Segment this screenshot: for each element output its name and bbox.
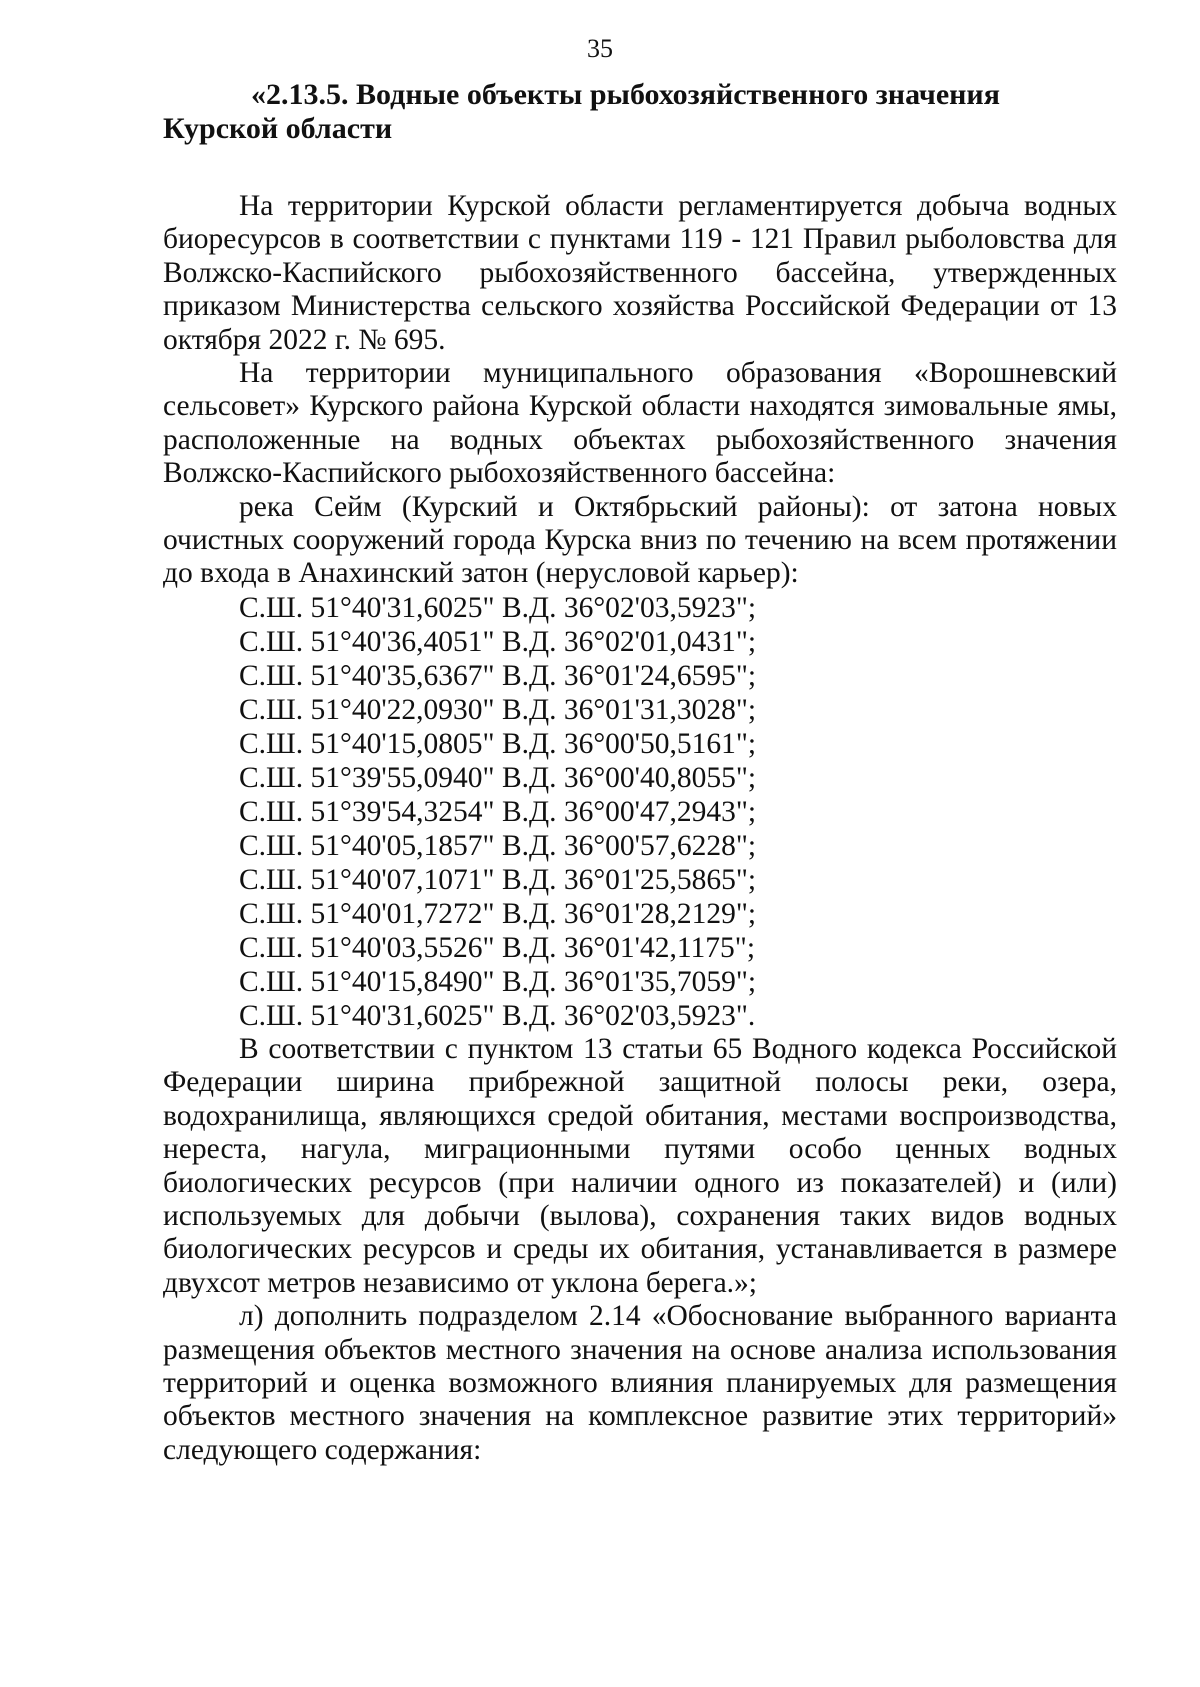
paragraph-wintering-pits: На территории муниципального образования «Ворошневский сельсовет» Курского района Курской области находятся зимовальные ямы, расположенные на водных объектах рыбохозяйственного значения Волжско-Каспийского рыбохозяйственного бассейна: xyxy=(163,357,1117,490)
coordinate-item: С.Ш. 51°40'22,0930" В.Д. 36°01'31,3028"; xyxy=(239,693,757,726)
coordinate-item: С.Ш. 51°40'01,7272" В.Д. 36°01'28,2129"; xyxy=(239,897,757,930)
paragraph-river-seim: река Сейм (Курский и Октябрьский районы): от затона новых очистных сооружений города Курска вниз по течению на всем протяжении до входа в Анахинский затон (нерусловой карьер): xyxy=(163,490,1117,590)
coordinate-item: С.Ш. 51°40'31,6025" В.Д. 36°02'03,5923". xyxy=(239,999,756,1032)
coordinate-item: С.Ш. 51°39'54,3254" В.Д. 36°00'47,2943"; xyxy=(239,795,757,828)
coordinate-item: С.Ш. 51°39'55,0940" В.Д. 36°00'40,8055"; xyxy=(239,761,757,794)
coordinate-item: С.Ш. 51°40'15,0805" В.Д. 36°00'50,5161"; xyxy=(239,727,757,760)
coordinate-item: С.Ш. 51°40'35,6367" В.Д. 36°01'24,6595"; xyxy=(239,659,757,692)
paragraph-regulation: На территории Курской области регламентируется добыча водных биоресурсов в соответствии с пунктами 119 - 121 Правил рыболовства для Волжско-Каспийского рыбохозяйственного бассейна, утвержденных приказом Министерства сельского хозяйства Российской Федерации от 13 октября 2022 г. № 695. xyxy=(163,190,1117,356)
coordinates-list xyxy=(163,591,1117,1033)
document-body xyxy=(163,78,1117,1467)
coordinate-item: С.Ш. 51°40'03,5526" В.Д. 36°01'42,1175"; xyxy=(239,931,756,964)
coordinate-item: С.Ш. 51°40'31,6025" В.Д. 36°02'03,5923"; xyxy=(239,591,757,624)
coordinate-item: С.Ш. 51°40'05,1857" В.Д. 36°00'57,6228"; xyxy=(239,829,757,862)
coordinate-item: С.Ш. 51°40'15,8490" В.Д. 36°01'35,7059"; xyxy=(239,965,757,998)
coordinate-item: С.Ш. 51°40'07,1071" В.Д. 36°01'25,5865"; xyxy=(239,863,757,896)
section-heading: «2.13.5. Водные объекты рыбохозяйственного значения Курской области xyxy=(163,78,1000,145)
page-number: 35 xyxy=(587,34,613,63)
coordinate-item: С.Ш. 51°40'36,4051" В.Д. 36°02'01,0431"; xyxy=(239,625,757,658)
paragraph-amendment: л) дополнить подразделом 2.14 «Обоснование выбранного варианта размещения объектов местного значения на основе анализа использования территорий и оценка возможного влияния планируемых для размещения объектов местного значения на комплексное развитие этих территорий» следующего содержания: xyxy=(163,1300,1117,1466)
paragraph-water-code: В соответствии с пунктом 13 статьи 65 Водного кодекса Российской Федерации ширина прибрежной защитной полосы реки, озера, водохранилища, являющихся средой обитания, местами воспроизводства, нереста, нагула, миграционными путями особо ценных водных биологических ресурсов (при наличии одного из показателей) и (или) используемых для добычи (вылова), сохранения таких видов водных биологических ресурсов и среды их обитания, устанавливается в размере двухсот метров независимо от уклона берега.»; xyxy=(163,1032,1117,1299)
